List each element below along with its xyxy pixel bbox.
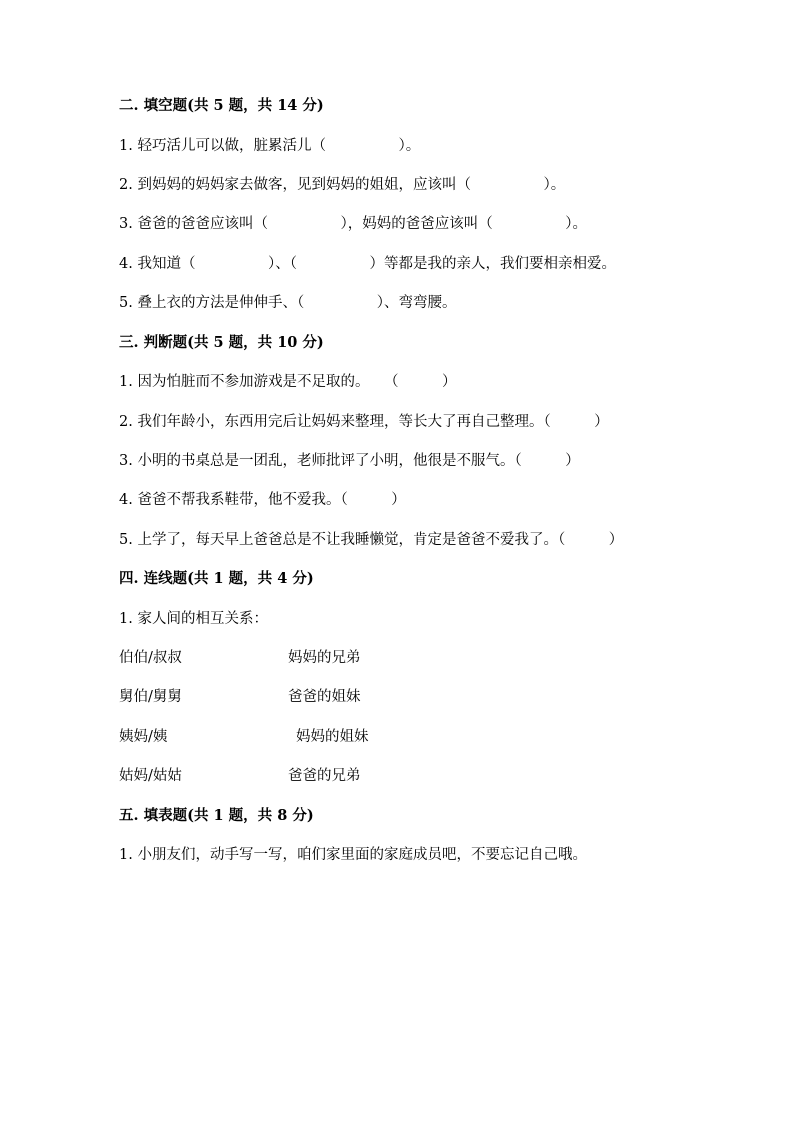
question-fill-blank-1: 1. 轻巧活儿可以做，脏累活儿（ ）。: [119, 138, 421, 154]
section-heading-fill-blank: 二. 填空题(共 5 题，共 14 分): [119, 97, 324, 114]
question-true-false-5: 5. 上学了，每天早上爸爸总是不让我睡懒觉，肯定是爸爸不爱我了。（ ）: [119, 532, 624, 548]
question-true-false-1: 1. 因为怕脏而不参加游戏是不足取的。 （ ）: [119, 374, 457, 390]
question-true-false-4: 4. 爸爸不帮我系鞋带，他不爱我。（ ）: [119, 492, 406, 508]
question-fill-blank-5: 5. 叠上衣的方法是伸伸手、（ ）、弯弯腰。: [119, 295, 457, 311]
matching-right-item: 妈妈的兄弟: [288, 650, 361, 666]
section-heading-matching: 四. 连线题(共 1 题，共 4 分): [119, 570, 314, 587]
question-table-fill-1: 1. 小朋友们，动手写一写，咱们家里面的家庭成员吧，不要忘记自己哦。: [119, 847, 587, 863]
matching-left-item: 姑妈/姑姑: [119, 768, 182, 784]
question-fill-blank-2: 2. 到妈妈的妈妈家去做客，见到妈妈的姐姐，应该叫（ ）。: [119, 177, 566, 193]
section-heading-table-fill: 五. 填表题(共 1 题，共 8 分): [119, 807, 314, 824]
section-heading-true-false: 三. 判断题(共 5 题，共 10 分): [119, 334, 324, 351]
question-true-false-3: 3. 小明的书桌总是一团乱，老师批评了小明，他很是不服气。（ ）: [119, 453, 580, 469]
question-fill-blank-3: 3. 爸爸的爸爸应该叫（ ），妈妈的爸爸应该叫（ ）。: [119, 216, 587, 232]
matching-left-item: 姨妈/姨: [119, 729, 168, 745]
question-true-false-2: 2. 我们年龄小，东西用完后让妈妈来整理，等长大了再自己整理。（ ）: [119, 414, 609, 430]
matching-right-item: 妈妈的姐妹: [296, 729, 369, 745]
matching-left-item: 舅伯/舅舅: [119, 689, 182, 705]
matching-right-item: 爸爸的姐妹: [288, 689, 361, 705]
question-fill-blank-4: 4. 我知道（ ）、（ ）等都是我的亲人，我们要相亲相爱。: [119, 256, 616, 272]
matching-left-item: 伯伯/叔叔: [119, 650, 182, 666]
matching-right-item: 爸爸的兄弟: [288, 768, 361, 784]
question-matching-1: 1. 家人间的相互关系：: [119, 611, 268, 627]
